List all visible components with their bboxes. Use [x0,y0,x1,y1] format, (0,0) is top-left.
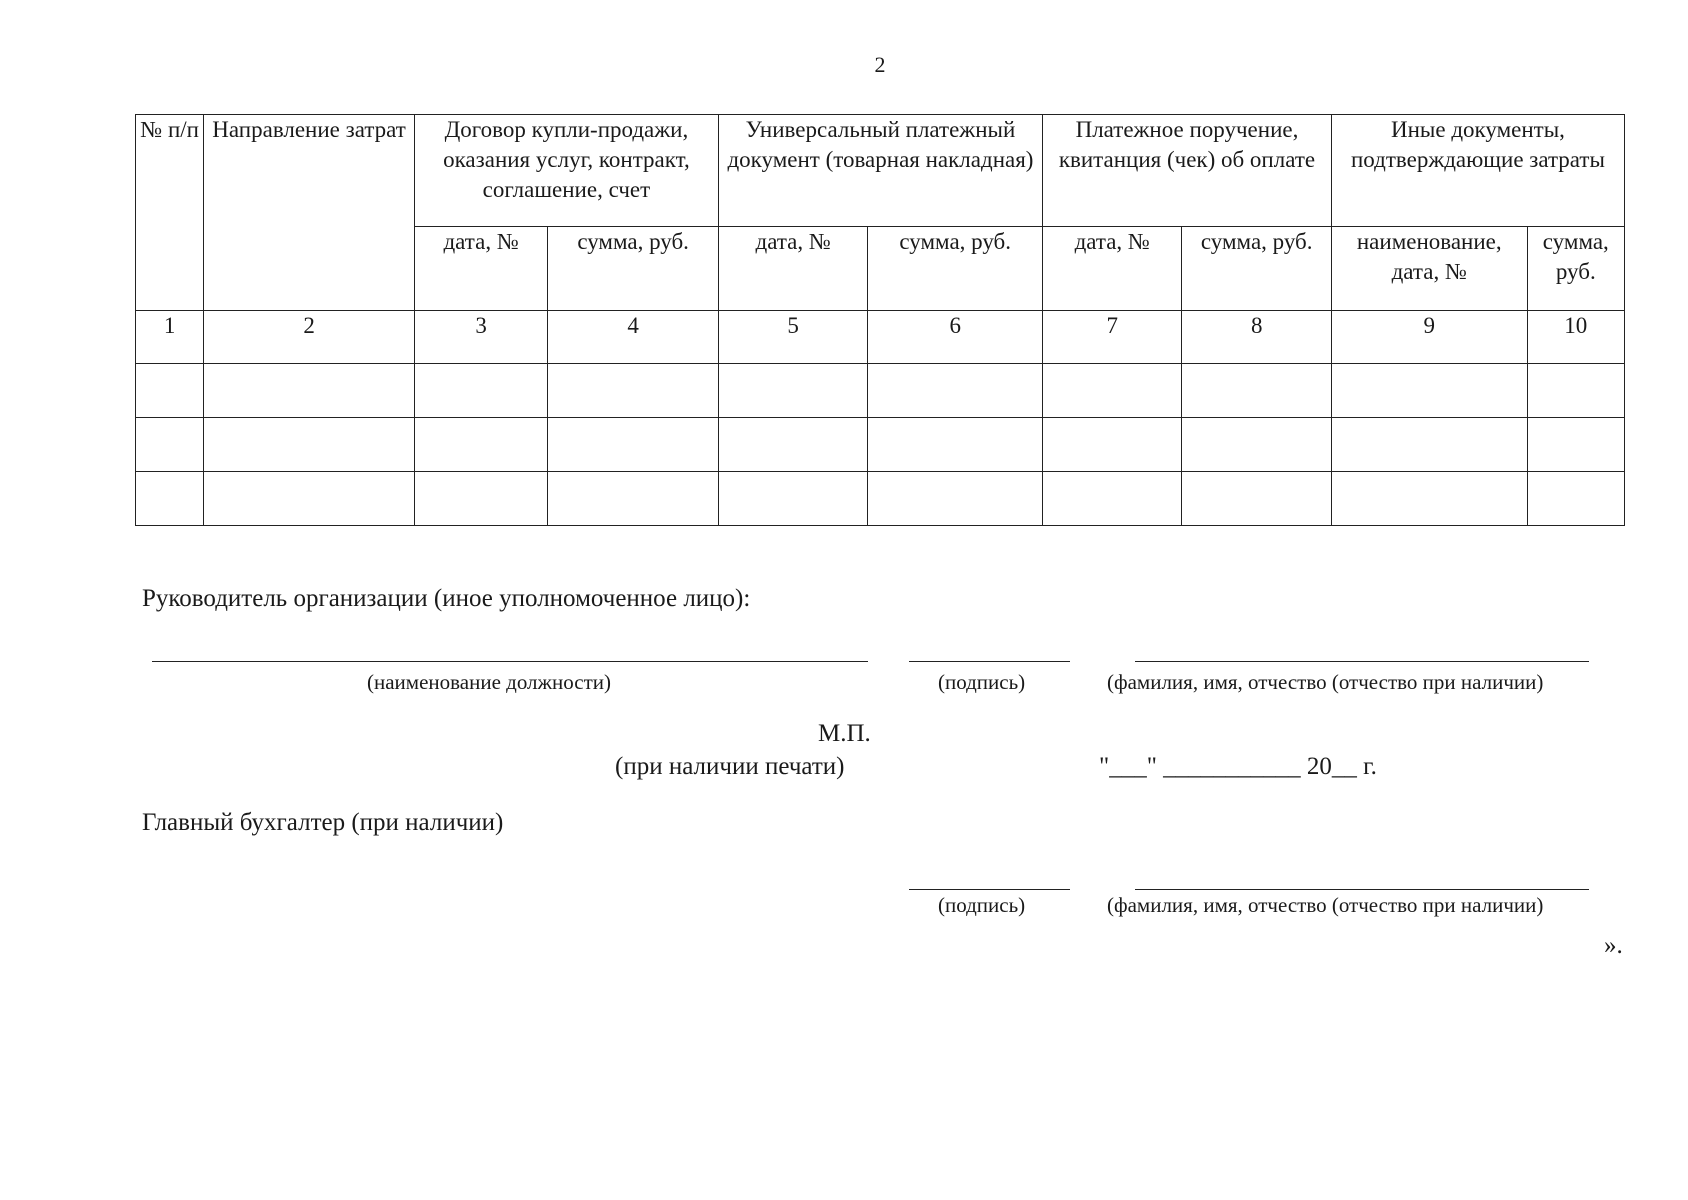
accountant-signature-caption: (подпись) [938,893,1026,917]
expense-documents-table [135,114,1625,526]
empty-cell [868,364,1043,418]
column-number: 3 [414,311,547,364]
subheader-other-sum: сумма, руб. [1527,227,1624,311]
column-number: 10 [1527,311,1624,364]
accountant-fullname-caption: (фамилия, имя, отчество (отчество при наличии) [1107,893,1544,917]
subheader-other-name-date: наименование, дата, № [1331,227,1527,311]
empty-cell [414,472,547,526]
empty-cell [1043,418,1182,472]
empty-cell [1527,418,1624,472]
header-cost-direction: Направление затрат [204,115,415,311]
empty-cell [1182,472,1331,526]
header-contract: Договор купли-продажи, оказания услуг, контракт, соглашение, счет [414,115,718,227]
empty-cell [204,418,415,472]
fullname-caption: (фамилия, имя, отчество (отчество при наличии) [1107,670,1544,694]
head-of-organization-label: Руководитель организации (иное уполномоченное лицо): [142,585,751,612]
closing-quote-mark: ». [1604,932,1623,959]
header-payment-order: Платежное поручение, квитанция (чек) об оплате [1043,115,1332,227]
page-number: 2 [874,52,886,77]
column-number: 5 [718,311,867,364]
empty-cell [868,418,1043,472]
subheader-payment-date: дата, № [1043,227,1182,311]
position-line [152,661,868,662]
column-number: 1 [136,311,204,364]
header-other-documents: Иные документы, подтверждающие затраты [1331,115,1624,227]
empty-cell [718,418,867,472]
empty-table-row [136,364,1625,418]
empty-cell [548,364,719,418]
empty-cell [1527,364,1624,418]
empty-cell [204,472,415,526]
empty-table-row [136,472,1625,526]
subheader-payment-sum: сумма, руб. [1182,227,1331,311]
accountant-fullname-line [1135,889,1589,890]
subheader-upd-sum: сумма, руб. [868,227,1043,311]
empty-cell [548,418,719,472]
empty-cell [718,472,867,526]
empty-cell [136,418,204,472]
stamp-note: (при наличии печати) [615,753,845,780]
empty-cell [1043,364,1182,418]
empty-cell [136,364,204,418]
empty-cell [414,418,547,472]
chief-accountant-label: Главный бухгалтер (при наличии) [142,809,504,836]
date-template: "___" ___________ 20__ г. [1099,753,1377,780]
empty-cell [1043,472,1182,526]
column-number: 8 [1182,311,1331,364]
signature-caption: (подпись) [938,670,1026,694]
column-number: 2 [204,311,415,364]
column-number: 7 [1043,311,1182,364]
position-caption: (наименование должности) [367,670,612,694]
empty-cell [1182,364,1331,418]
subheader-contract-date: дата, № [414,227,547,311]
column-number: 4 [548,311,719,364]
column-number: 6 [868,311,1043,364]
empty-cell [548,472,719,526]
column-number: 9 [1331,311,1527,364]
empty-cell [1527,472,1624,526]
empty-table-row [136,418,1625,472]
subheader-contract-sum: сумма, руб. [548,227,719,311]
empty-cell [1331,418,1527,472]
empty-cell [414,364,547,418]
empty-cell [1331,364,1527,418]
empty-cell [204,364,415,418]
subheader-upd-date: дата, № [718,227,867,311]
signature-line [909,661,1070,662]
header-universal-payment-document: Универсальный платежный документ (товарная накладная) [718,115,1042,227]
empty-cell [136,472,204,526]
fullname-line [1135,661,1589,662]
empty-cell [1331,472,1527,526]
empty-cell [1182,418,1331,472]
column-number-row [136,311,1625,364]
accountant-signature-line [909,889,1070,890]
header-row-number: № п/п [136,115,204,311]
empty-cell [868,472,1043,526]
empty-cell [718,364,867,418]
stamp-label: М.П. [818,720,871,747]
